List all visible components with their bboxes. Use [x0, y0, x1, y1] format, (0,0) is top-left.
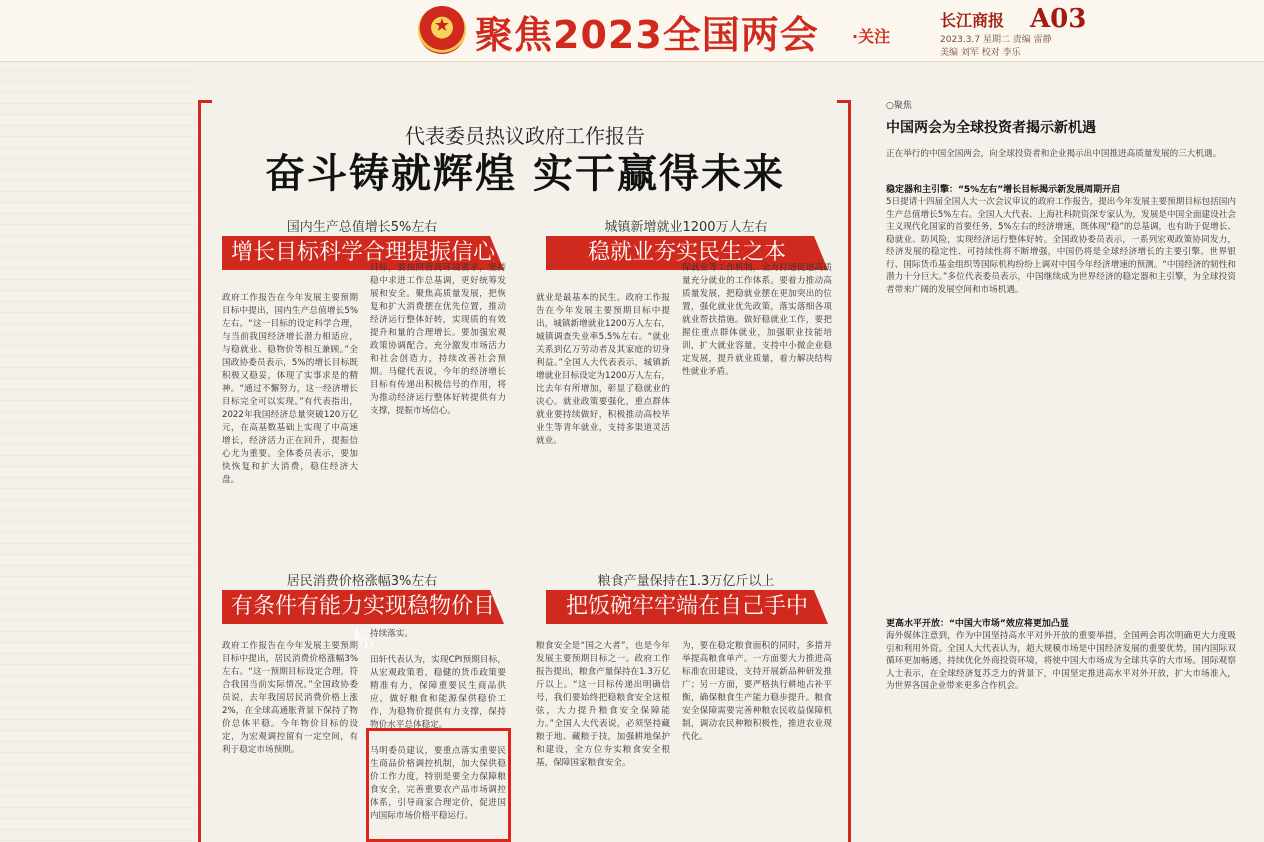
section-subtitle: 城镇新增就业1200万人左右 — [604, 220, 768, 235]
side-article-body: 5日提请十四届全国人大一次会议审议的政府工作报告，提出今年发展主要预期目标包括国内生产总值增长5%左右。全国人大代表、上海社科院资深专家认为，发展是中国全面建设社会主义现代化国家的首要任务，5%左右的经济增速，既体现“稳”的总基调，也有助于促增长、稳就业、防风险，实现经济运行整体好转。全国政协委员表示，一系列宏观政策协同发力，经济发展的稳定性、可持续性将不断增强，中国仍将是全球经济增长的主要引擎。世界银行、国际货币基金组织等国际机构纷纷上调对中国今年经济增速的预测。“中国经济的韧性和潜力十分巨大。”多位代表委员表示，中国继续成为世界经济的稳定器和主引擎，为全球投资者带来广阔的发展空间和市场机遇。 — [886, 197, 1236, 295]
focus-tag: ○聚焦 — [886, 101, 912, 111]
section-body-column: 为，要在稳定粮食面积的同时，多措并举提高粮食单产。一方面要大力推进高标准农田建设，支持开展新品种研发推广；另一方面，要严格执行耕地占补平衡，确保粮食生产能力稳步提升。粮食安全保障需要完善种粮农民收益保障机制，调动农民种粮积极性，推进农业现代化。 — [682, 641, 832, 742]
section-body-column: 政府工作报告在今年发展主要预期目标中提出，居民消费价格涨幅3%左右。“这一预期目标设定合理，符合我国当前实际情况。”全国政协委员说，去年我国居民消费价格上涨2%，在全球高通胀背景下保持了物价总体平稳。今年物价目标的设定，为宏观调控留有一定空间，有利于稳定市场预期。 — [222, 641, 358, 755]
section-body-column: 政府工作报告在今年发展主要预期目标中提出，国内生产总值增长5%左右。“这一目标的设定科学合理，与当前我国经济增长潜力相适应，与稳就业、稳物价等相互兼顾。”全国政协委员表示，5%的增长目标既积极又稳妥，体现了实事求是的精神。“通过不懈努力，这一经济增长目标完全可以实现。”有代表指出，2022年我国经济总量突破120万亿元，在高基数基础上实现了中高速增长，经济活力正在回升，提振信心尤为重要。全体委员表示，要加快恢复和扩大消费，稳住经济大盘。 — [222, 293, 358, 485]
page-number: A03 — [1030, 4, 1087, 34]
section-body-column: 持续落实。 田轩代表认为，实现CPI预期目标，从宏观政策看，稳健的货币政策要精准有力，保障重要民生商品供应，做好粮食和能源保供稳价工作，为稳物价提供有力支撑，保持物价水平总体稳定。 马明委员建议，要重点落实重要民生商品价格调控机制，加大保供稳价工作力度，特别是要全力保障粮食安全，完善重要农产品市场调控体系，引导商家合理定价，促进国内国际市场价格平稳运行。 — [370, 629, 506, 821]
section-body-column: 粮食安全是“国之大者”，也是今年发展主要预期目标之一。政府工作报告提出，粮食产量保持在1.3万亿斤以上。“这一目标传递出明确信号，我们要始终把稳粮食安全这根弦，大力提升粮食安全保障能力。”全国人大代表说，必须坚持藏粮于地、藏粮于技，加强耕地保护和建设，全方位夯实粮食安全根基，保障国家粮食安全。 — [536, 641, 670, 768]
section-body-column: 保就业等工作机制，全力打通促进高质量充分就业的工作体系。要着力推动高质量发展，把稳就业摆在更加突出的位置，强化就业优先政策，落实落细各项就业帮扶措施。做好稳就业工作，要把握住重点群体就业，加强职业技能培训，扩大就业容量，支持中小微企业稳定发展，提升就业质量，着力解决结构性就业矛盾。 — [682, 263, 832, 377]
frame-corner-left — [198, 100, 212, 103]
frame-right-border — [848, 100, 851, 842]
side-article-lead: 正在举行的中国全国两会，向全球投资者和企业揭示出中国推进高质量发展的三大机遇。 — [886, 149, 1222, 159]
section-bar: 增长目标科学合理提振信心 — [222, 236, 504, 270]
section-bar: 把饭碗牢牢端在自己手中 — [546, 590, 828, 624]
left-blank-margin — [0, 70, 196, 842]
cppcc-emblem-icon: ★ — [418, 6, 466, 54]
section-body-column: 目标，要按照营商环境要求，坚持稳中求进工作总基调，更好统筹发展和安全。聚焦高质量发展，把恢复和扩大消费摆在优先位置，推动经济运行整体好转，实现质的有效提升和量的合理增长。要加强宏观政策协调配合，充分激发市场活力和社会创造力，持续改善社会预期。马健代表说，今年的经济增长目标有传递出积极信号的作用，将为推动经济运行整体好转提供有力支撑，提振市场信心。 — [370, 263, 506, 416]
article-headline: 奋斗铸就辉煌 实干赢得未来 — [265, 151, 785, 197]
section-subtitle: 居民消费价格涨幅3%左右 — [286, 574, 438, 589]
side-article-title: 中国两会为全球投资者揭示新机遇 — [886, 120, 1096, 136]
banner-tag: ·关注 — [852, 27, 891, 46]
section-body-column: 就业是最基本的民生。政府工作报告在今年发展主要预期目标中提出，城镇新增就业1200万人左右，城镇调查失业率5.5%左右。“就业关系到亿万劳动者及其家庭的切身利益。”全国人大代表表示，城镇新增就业目标设定为1200万人左右，比去年有所增加，彰显了稳就业的决心。就业政策要强化，重点群体就业要持续做好，积极推动高校毕业生等青年就业，支持多渠道灵活就业。 — [536, 293, 670, 446]
frame-corner-right — [837, 100, 851, 103]
issue-info: 2023.3.7 星期二 责编 雷静 — [940, 35, 1052, 45]
frame-left-border — [198, 100, 201, 842]
section-bar: 稳就业夯实民生之本 — [546, 236, 828, 270]
highlight-annotation-box — [366, 728, 511, 842]
article-kicker: 代表委员热议政府工作报告 — [405, 124, 645, 148]
side-article-body: 海外媒体注意到，作为中国坚持高水平对外开放的重要举措，全国两会再次明确更大力度吸引和利用外资。全国人大代表认为，超大规模市场是中国经济发展的重要优势，国内国际双循环更加畅通，持续优化外商投资环境，将使中国大市场成为全球共享的大市场。国际观察人士表示，在全球经济复苏乏力的背景下，中国坚定推进高水平对外开放，扩大市场准入，为世界各国企业带来更多合作机会。 — [886, 631, 1236, 691]
side-article-subheading: 稳定器和主引擎：“5%左右”增长目标揭示新发展周期开启 — [886, 185, 1121, 195]
side-article-subheading: 更高水平开放：“中国大市场”效应将更加凸显 — [886, 619, 1069, 629]
newspaper-brand: 长江商报 — [940, 11, 1005, 30]
editor-credits: 美编 刘军 校对 李乐 — [940, 48, 1021, 58]
banner-title: 聚焦2023全国两会 — [475, 13, 819, 57]
section-bar: 有条件有能力实现稳物价目标 — [222, 590, 504, 624]
masthead-banner — [0, 0, 1264, 62]
section-subtitle: 粮食产量保持在1.3万亿斤以上 — [597, 574, 775, 589]
section-subtitle: 国内生产总值增长5%左右 — [286, 220, 438, 235]
